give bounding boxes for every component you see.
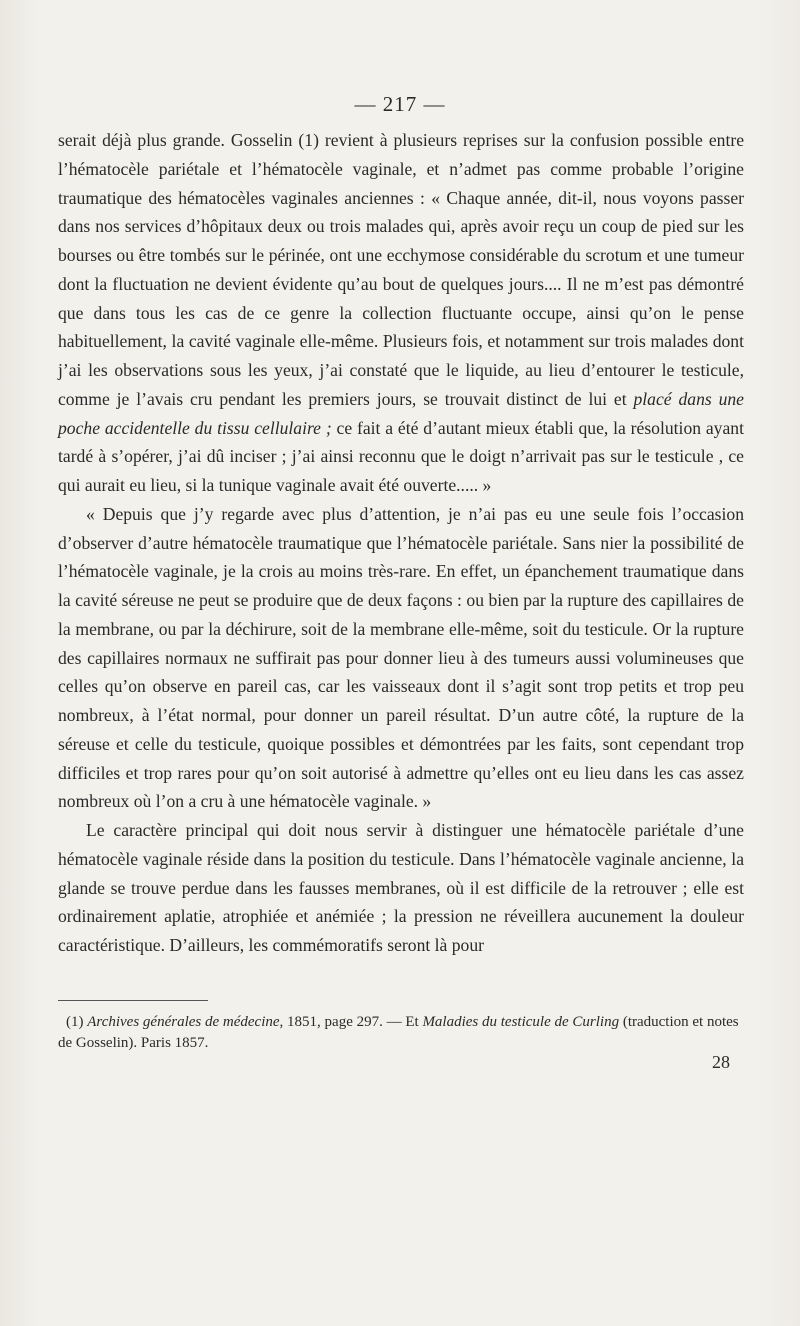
footnote-divider [58,1000,208,1001]
footnote-marker: (1) [66,1014,88,1030]
footnote [58,1012,744,1054]
footnote-title-1: Archives générales de médecine [87,1014,280,1030]
paragraph-3 [58,816,744,960]
paragraph-2-text: « Depuis que j’y regarde avec plus d’attention, je n’ai pas eu une seule fois l’occasion d’observer d’autre hématocèle traumatique que l’hématocèle pariétale. Sans nier la possibilité de l’hématocèle vaginale, je la crois au moins très-rare. En effet, un épanchement traumatique dans la cavité séreuse ne peut se produire que de deux façons : ou bien par la rupture des capillaires de la membrane, ou par la déchirure, soit de la membrane elle-même, soit du testicule. Or la rupture des capillaires normaux ne suffirait pas pour donner lieu à des tumeurs aussi volumineuses que celles qu’on observe en pareil cas, car les vaisseaux dont il s’agit sont trop petits et trop peu nombreux, à l’état normal, pour donner un pareil résultat. D’un autre côté, la rupture de la séreuse et celle du testicule, quoique possibles et démontrées par les faits, sont cependant trop difficiles et trop rares pour qu’on soit autorisé à admettre qu’elles ont eu lieu dans les cas assez nombreux où l’on a cru à une hématocèle vaginale. » [58,503,744,812]
paragraph-1-italic-phrase: placé dans une poche accidentelle du tissu cellulaire ; [58,388,744,438]
paragraph-2 [58,500,744,816]
body-text [58,126,744,960]
footnote-title-2: Maladies du testicule de Curling [422,1014,620,1030]
paragraph-3-text: Le caractère principal qui doit nous servir à distinguer une hématocèle pariétale d’une hématocèle vaginale réside dans la position du testicule. Dans l’hématocèle vaginale ancienne, la glande se trouve perdue dans les fausses membranes, où il est difficile de la retrouver ; elle est ordinairement aplatie, atrophiée et anémiée ; la pression ne réveillera aucunement la douleur caractéristique. D’ailleurs, les commémoratifs seront là pour [58,820,744,955]
footnote-text-1: , 1851, page 297. — Et [279,1014,423,1030]
paragraph-1 [58,126,744,500]
signature-mark: 28 [712,1052,730,1072]
footnote-text-2: (traduction et notes de Gosselin). Paris 1857. [58,1014,739,1051]
paragraph-1-part-3: ce fait a été d’autant mieux établi que, la résolution ayant tardé à s’opérer, j’ai dû inciser ; j’ai ainsi reconnu que le doigt n’arrivait pas sur le testicule , ce qui aurait eu lieu, si la tunique vaginale avait été ouverte..... » [58,417,744,495]
paragraph-1-part-1: serait déjà plus grande. Gosselin (1) revient à plusieurs reprises sur la confusion possible entre l’hématocèle pariétale et l’hématocèle vaginale, et n’admet pas comme probable l’origine traumatique des hématocèles vaginales anciennes : « Chaque année, dit-il, nous voyons passer dans nos services d’hôpitaux deux ou trois malades qui, après avoir reçu un coup de pied sur les bourses ou être tombés sur le périnée, ont une ecchymose considérable du scrotum et une tumeur dont la fluctuation ne devient évidente qu’au bout de quelques jours.... Il ne m’est pas démontré que dans tous les cas de ce genre la collection fluctuante occupe, ainsi qu’on le pense habituellement, la cavité vaginale elle-même. Plusieurs fois, et notamment sur trois malades dont j’ai les observations sous les yeux, j’ai constaté que le liquide, au lieu d’entourer le testicule, comme je l’avais cru pendant les premiers jours, se trouvait distinct de lui et [58,130,744,409]
page-number: — 217 — [354,92,446,116]
